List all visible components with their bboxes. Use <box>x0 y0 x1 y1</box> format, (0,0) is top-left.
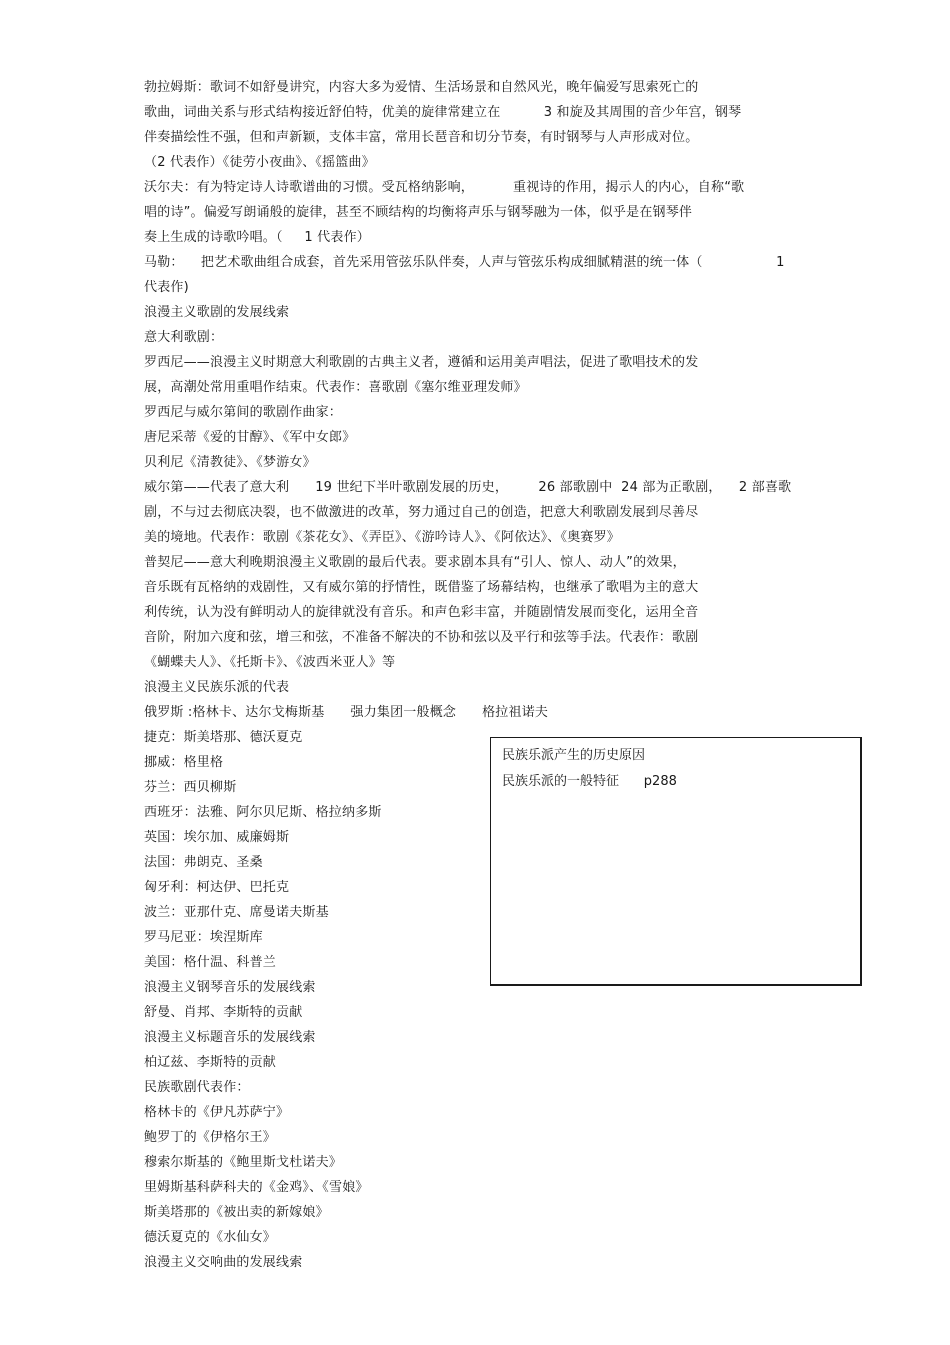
text-line: 歌曲，词曲关系与形式结构接近舒伯特，优美的旋律常建立在 3 和旋及其周围的音少年宫，钢琴 <box>144 105 742 120</box>
text-line: 伴奏描绘性不强，但和声新颖，支体丰富，常用长琶音和切分节奏，有时钢琴与人声形成对位。 <box>144 130 699 145</box>
list-item: 穆索尔斯基的《鲍里斯戈杜诺夫》 <box>144 1155 343 1170</box>
notes-box-line: 民族乐派产生的历史原因 <box>502 748 646 763</box>
text-line: 代表作) <box>144 280 189 295</box>
text-line: 马勒： 把艺术歌曲组合成套，首先采用管弦乐队伴奏，人声与管弦乐构成细腻精湛的统一体（ 1 <box>144 255 785 270</box>
section-heading: 浪漫主义民族乐派的代表 <box>144 680 290 695</box>
section-heading: 浪漫主义交响曲的发展线索 <box>144 1255 303 1270</box>
text-line: 柏辽兹、李斯特的贡献 <box>144 1055 277 1070</box>
text-line: 罗西尼与威尔第间的歌剧作曲家： <box>144 405 343 420</box>
text-line: 威尔第——代表了意大利 19 世纪下半叶歌剧发展的历史， 26 部歌剧中 24 部为正歌剧， 2 部喜歌 <box>144 480 792 495</box>
list-item: 西班牙：法雅、阿尔贝尼斯、格拉纳多斯 <box>144 805 382 820</box>
text-line: 罗西尼——浪漫主义时期意大利歌剧的古典主义者，遵循和运用美声唱法，促进了歌唱技术的发 <box>144 355 699 370</box>
list-item: 格林卡的《伊凡苏萨宁》 <box>144 1105 290 1120</box>
list-item: 斯美塔那的《被出卖的新嫁娘》 <box>144 1205 329 1220</box>
text-line: 沃尔夫：有为特定诗人诗歌谱曲的习惯。受瓦格纳影响， 重视诗的作用，揭示人的内心，自称“歌 <box>144 180 745 195</box>
list-item: 芬兰：西贝柳斯 <box>144 780 237 795</box>
text-line: 美的境地。代表作：歌剧《茶花女》、《弄臣》、《游吟诗人》、《阿依达》、《奥赛罗》 <box>144 530 621 545</box>
text-line: 音乐既有瓦格纳的戏剧性，又有威尔第的抒情性，既借鉴了场幕结构，也继承了歌唱为主的意大 <box>144 580 699 595</box>
list-item: 法国：弗朗克、圣桑 <box>144 855 263 870</box>
text-line: 俄罗斯 :格林卡、达尔戈梅斯基 强力集团一般概念 格拉祖诺夫 <box>144 705 549 720</box>
text-line: 唐尼采蒂《爱的甘醇》、《军中女郎》 <box>144 430 356 445</box>
text-line: 剧，不与过去彻底决裂，也不做激进的改革，努力通过自己的创造，把意大利歌剧发展到尽善尽 <box>144 505 699 520</box>
text-line: 利传统，认为没有鲜明动人的旋律就没有音乐。和声色彩丰富，并随剧情发展而变化，运用全音 <box>144 605 699 620</box>
section-heading: 浪漫主义歌剧的发展线索 <box>144 305 290 320</box>
section-heading: 浪漫主义钢琴音乐的发展线索 <box>144 980 316 995</box>
notes-box <box>490 737 862 986</box>
list-item: 匈牙利：柯达伊、巴托克 <box>144 880 290 895</box>
list-item: 里姆斯基科萨科夫的《金鸡》、《雪娘》 <box>144 1180 369 1195</box>
list-item: 德沃夏克的《水仙女》 <box>144 1230 277 1245</box>
list-item: 鲍罗丁的《伊格尔王》 <box>144 1130 277 1145</box>
text-line: 贝利尼《清教徒》、《梦游女》 <box>144 455 316 470</box>
text-line: 舒曼、肖邦、李斯特的贡献 <box>144 1005 303 1020</box>
text-line: 民族歌剧代表作： <box>144 1080 250 1095</box>
text-line: 展，高潮处常用重唱作结束。代表作：喜歌剧《塞尔维亚理发师》 <box>144 380 527 395</box>
section-heading: 浪漫主义标题音乐的发展线索 <box>144 1030 316 1045</box>
list-item: 罗马尼亚：埃涅斯库 <box>144 930 263 945</box>
list-item: 捷克：斯美塔那、德沃夏克 <box>144 730 303 745</box>
list-item: 英国：埃尔加、威廉姆斯 <box>144 830 290 845</box>
text-line: 勃拉姆斯：歌词不如舒曼讲究，内容大多为爱情、生活场景和自然风光，晚年偏爱写思索死亡的 <box>144 80 699 95</box>
list-item: 美国：格什温、科普兰 <box>144 955 277 970</box>
text-line: 普契尼——意大利晚期浪漫主义歌剧的最后代表。要求剧本具有“引人、惊人、动人”的效果， <box>144 555 686 570</box>
notes-box-line: 民族乐派的一般特征 p288 <box>502 774 677 789</box>
text-line: 《蝴蝶夫人》、《托斯卡》、《波西米亚人》等 <box>144 655 396 670</box>
text-line: （2 代表作）《徒劳小夜曲》、《摇篮曲》 <box>144 155 375 170</box>
text-line: 奏上生成的诗歌吟唱。（ 1 代表作） <box>144 230 370 245</box>
text-line: 意大利歌剧： <box>144 330 224 345</box>
text-line: 唱的诗”。偏爱写朗诵般的旋律，甚至不顾结构的均衡将声乐与钢琴融为一体，似乎是在钢琴伴 <box>144 205 693 220</box>
list-item: 挪威：格里格 <box>144 755 224 770</box>
list-item: 波兰：亚那什克、席曼诺夫斯基 <box>144 905 329 920</box>
text-line: 音阶，附加六度和弦，增三和弦，不准备不解决的不协和弦以及平行和弦等手法。代表作：歌剧 <box>144 630 699 645</box>
